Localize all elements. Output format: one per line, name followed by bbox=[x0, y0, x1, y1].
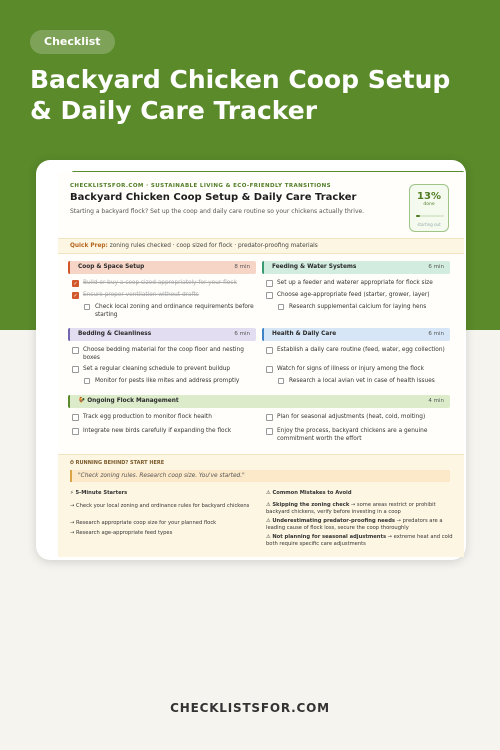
section-feeding-header bbox=[262, 261, 450, 274]
section-time: 6 min bbox=[428, 264, 444, 270]
section-time: 6 min bbox=[428, 331, 444, 337]
quick-prep-label: Quick Prep: bbox=[70, 243, 108, 249]
running-behind-quote: "Check zoning rules. Research coop size. You've started." bbox=[70, 470, 450, 482]
checklist-item[interactable]: Track egg production to monitor flock health bbox=[72, 414, 256, 422]
checklist-pill: Checklist bbox=[30, 30, 115, 54]
checklist-item[interactable]: Watch for signs of illness or injury among the flock bbox=[266, 366, 450, 374]
checklist-item[interactable]: Establish a daily care routine (feed, water, egg collection) bbox=[266, 347, 450, 355]
section-ongoing-header bbox=[68, 395, 450, 408]
section-title: Ongoing Flock Management bbox=[87, 398, 179, 404]
checklist-document bbox=[58, 172, 464, 557]
checklist-subitem[interactable]: Monitor for pests like mites and address promptly bbox=[84, 378, 254, 386]
checkbox-icon[interactable] bbox=[72, 366, 79, 373]
progress-foot: starting out bbox=[417, 222, 441, 227]
checkbox-icon[interactable] bbox=[266, 428, 273, 435]
checkbox-icon[interactable] bbox=[266, 292, 273, 299]
mistake-item: ⚠ Underestimating predator-proofing needs → predators are a leading cause of flock loss, secure the coop thoroughly bbox=[266, 518, 443, 531]
checklist-item[interactable]: ✓ Ensure proper ventilation without drafts bbox=[73, 292, 199, 299]
hero-title: Backyard Chicken Coop Setup & Daily Care Tracker bbox=[30, 65, 451, 125]
starter-item: → Research age-appropriate feed types bbox=[70, 530, 173, 536]
running-behind-panel bbox=[58, 454, 464, 557]
quick-prep bbox=[58, 238, 464, 254]
checkbox-icon[interactable] bbox=[84, 378, 90, 384]
section-bedding-header bbox=[68, 328, 256, 341]
checkbox-icon[interactable] bbox=[72, 414, 79, 421]
mistake-item: ⚠ Skipping the zoning check → some areas restrict or prohibit backyard chickens, verify before investing in a coop bbox=[266, 502, 436, 515]
checkbox-icon[interactable] bbox=[72, 428, 79, 435]
section-time: 6 min bbox=[234, 331, 250, 337]
chicken-icon: 🐓 bbox=[78, 398, 86, 404]
section-title: Health & Daily Care bbox=[272, 331, 337, 337]
progress-bar-fill bbox=[416, 215, 420, 217]
section-title: Coop & Space Setup bbox=[78, 264, 145, 270]
section-coop-header bbox=[68, 261, 256, 274]
section-time: 8 min bbox=[234, 264, 250, 270]
checklist-subitem[interactable]: Check local zoning and ordinance requirements before starting bbox=[84, 304, 254, 319]
section-title: Bedding & Cleanliness bbox=[78, 331, 152, 337]
section-time: 4 min bbox=[428, 398, 444, 404]
checklist-item[interactable]: Set up a feeder and waterer appropriate for flock size bbox=[266, 280, 450, 288]
doc-subtitle: Starting a backyard flock? Set up the coop and daily care routine so your chickens actually thrive. bbox=[70, 208, 365, 215]
checkbox-checked-icon[interactable]: ✓ bbox=[73, 281, 78, 287]
starter-item: → Research appropriate coop size for your planned flock bbox=[70, 520, 217, 526]
doc-brand: CHECKLISTSFOR.COM · SUSTAINABLE LIVING & ECO-FRIENDLY TRANSITIONS bbox=[70, 183, 331, 189]
checklist-item[interactable]: Plan for seasonal adjustments (heat, cold, molting) bbox=[266, 414, 450, 422]
checklist-item[interactable]: Choose age-appropriate feed (starter, grower, layer) bbox=[266, 292, 450, 300]
checkbox-icon[interactable] bbox=[266, 280, 273, 287]
starters-title: ⚡ 5-Minute Starters bbox=[70, 490, 128, 496]
checkbox-icon[interactable] bbox=[72, 347, 79, 354]
checklist-item[interactable]: Integrate new birds carefully if expanding the flock bbox=[72, 428, 256, 436]
mistakes-title: ⚠ Common Mistakes to Avoid bbox=[266, 490, 352, 496]
doc-title: Backyard Chicken Coop Setup & Daily Care Tracker bbox=[70, 192, 357, 203]
progress-percent: 13% bbox=[417, 191, 441, 202]
progress-bar bbox=[416, 215, 444, 217]
section-health-header bbox=[262, 328, 450, 341]
checkbox-icon[interactable] bbox=[266, 366, 273, 373]
progress-label: done bbox=[423, 202, 435, 207]
checkbox-icon[interactable] bbox=[278, 304, 284, 310]
checklist-item[interactable]: Enjoy the process, backyard chickens are a genuine commitment worth the effort bbox=[266, 428, 450, 443]
section-title: Feeding & Water Systems bbox=[272, 264, 357, 270]
starter-item: → Check your local zoning and ordinance rules for backyard chickens bbox=[70, 503, 250, 509]
checklist-item[interactable]: Choose bedding material for the coop floor and nesting boxes bbox=[72, 347, 256, 362]
checklist-subitem[interactable]: Research supplemental calcium for laying hens bbox=[278, 304, 450, 312]
running-behind-title: ⏱ RUNNING BEHIND? START HERE bbox=[70, 460, 165, 466]
checklist-subitem[interactable]: Research a local avian vet in case of health issues bbox=[278, 378, 450, 386]
mistake-item: ⚠ Not planning for seasonal adjustments → extreme heat and cold both require specific care adjustments bbox=[266, 534, 453, 547]
checkbox-icon[interactable] bbox=[266, 347, 273, 354]
footer-brand[interactable]: CHECKLISTSFOR.COM bbox=[170, 701, 330, 715]
checkbox-icon[interactable] bbox=[84, 304, 90, 310]
checkbox-icon[interactable] bbox=[278, 378, 284, 384]
quick-prep-text: zoning rules checked · coop sized for flock · predator-proofing materials bbox=[107, 243, 318, 249]
checkbox-checked-icon[interactable]: ✓ bbox=[73, 293, 78, 299]
progress-box bbox=[409, 184, 449, 232]
checkbox-icon[interactable] bbox=[266, 414, 273, 421]
checklist-item[interactable]: Set a regular cleaning schedule to prevent buildup bbox=[72, 366, 256, 374]
checklist-item[interactable]: ✓ Build or buy a coop sized appropriately for your flock bbox=[73, 280, 237, 287]
